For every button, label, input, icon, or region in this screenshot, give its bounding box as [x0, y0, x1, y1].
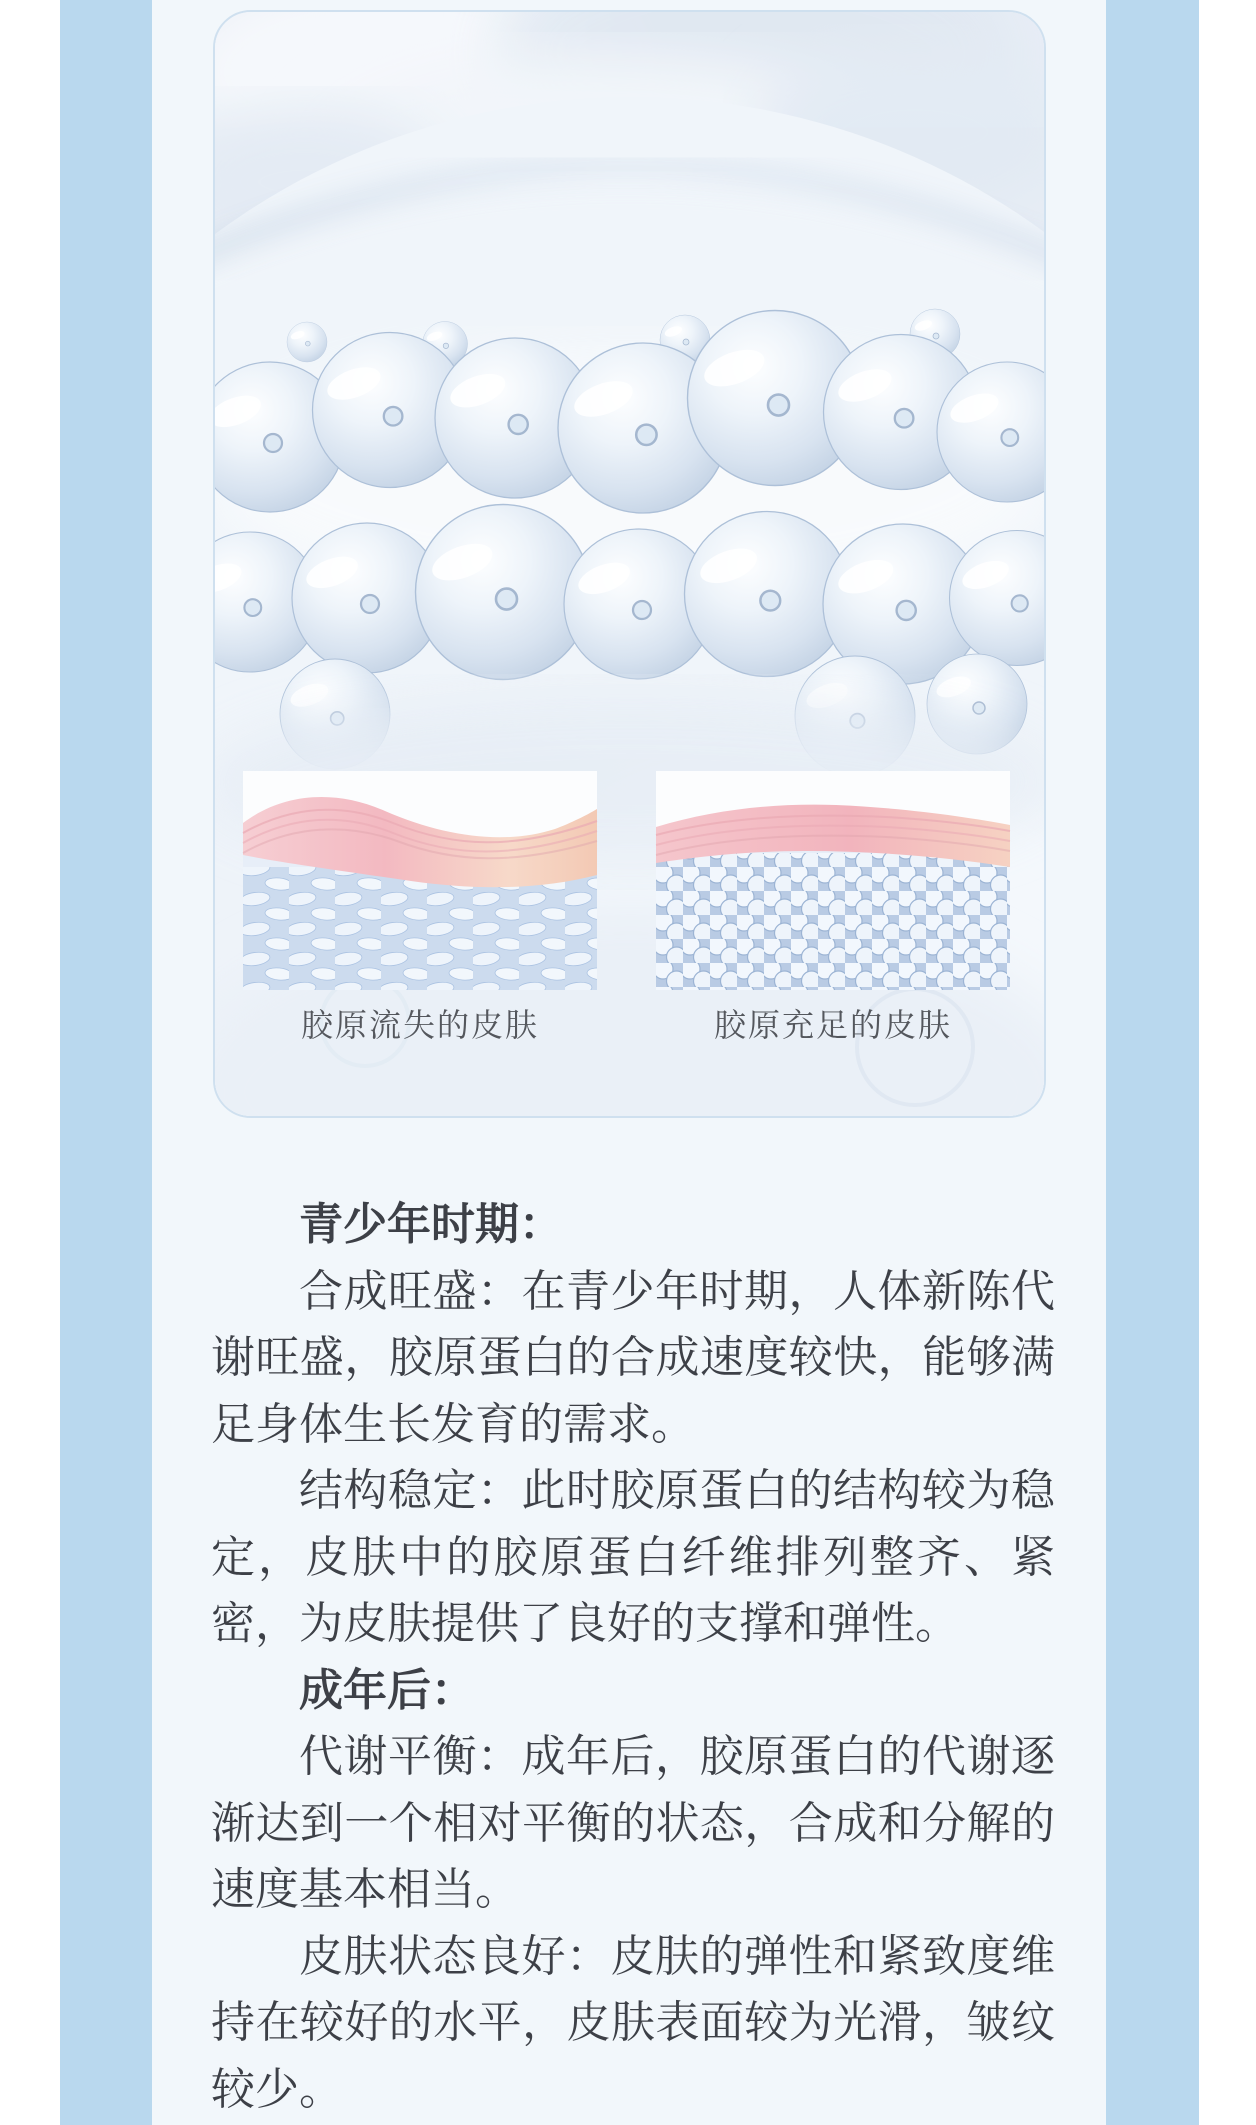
inset-collagen-lost: [243, 771, 597, 990]
content-column: [152, 0, 1106, 2125]
collagen-illustration: [215, 12, 1044, 1116]
article-paragraph: 结构稳定：此时胶原蛋白的结构较为稳定，皮肤中的胶原蛋白纤维排列整齐、紧密，为皮肤提供了良好的支撑和弹性。: [211, 1466, 1055, 1648]
article-heading: 成年后：: [299, 1665, 475, 1715]
left-blue-stripe: [60, 0, 152, 2125]
inset-collagen-rich: [656, 771, 1010, 990]
hero-image: [213, 10, 1046, 1118]
caption-collagen-rich: 胶原充足的皮肤: [713, 1007, 952, 1043]
article-paragraph: 代谢平衡：成年后，胶原蛋白的代谢逐渐达到一个相对平衡的状态，合成和分解的速度基本相当。: [211, 1732, 1055, 1914]
article-paragraph: 合成旺盛：在青少年时期，人体新陈代谢旺盛，胶原蛋白的合成速度较快，能够满足身体生长发育的需求。: [211, 1266, 1055, 1449]
article-heading: 青少年时期：: [299, 1200, 563, 1249]
right-blue-stripe: [1106, 0, 1199, 2125]
article-text: [211, 1192, 1055, 2123]
article-paragraph: 皮肤状态良好：皮肤的弹性和紧致度维持在较好的水平，皮肤表面较为光滑，皱纹较少。: [211, 1931, 1055, 2114]
caption-collagen-lost: 胶原流失的皮肤: [300, 1007, 539, 1043]
